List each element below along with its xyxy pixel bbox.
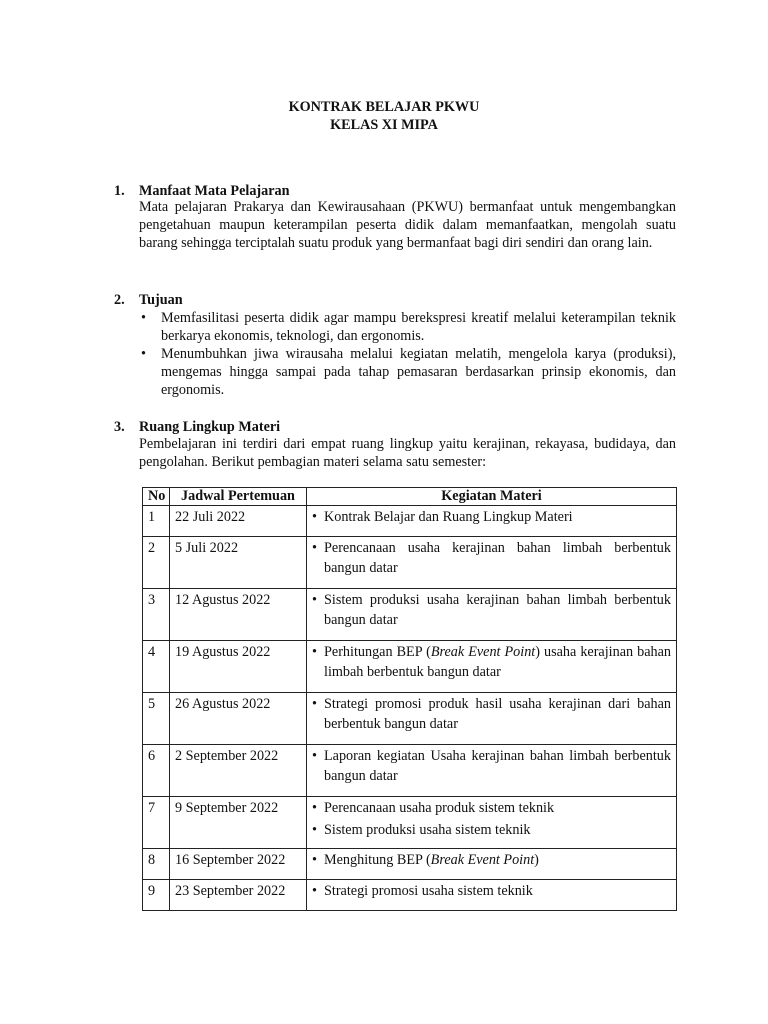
table-row [143, 641, 677, 693]
row-date: 19 Agustus 2022 [170, 641, 307, 693]
activity-text: Laporan kegiatan Usaha kerajinan bahan limbah berbentuk bangun datar [324, 748, 671, 784]
table-row [143, 849, 677, 880]
row-number: 6 [143, 745, 170, 797]
activity-item [312, 881, 671, 901]
activity-text: Strategi promosi usaha sistem teknik [324, 883, 533, 899]
row-number: 1 [143, 506, 170, 537]
section-2-bullet-text: Memfasilitasi peserta didik agar mampu berekspresi kreatif melalui keterampilan teknik berkarya ekonomis, teknologi, dan ergonomis. [161, 310, 676, 344]
row-date: 16 September 2022 [170, 849, 307, 880]
row-number: 2 [143, 537, 170, 589]
section-3-paragraph: Pembelajaran ini terdiri dari empat ruang lingkup yaitu kerajinan, rekayasa, budidaya, dan pengolahan. Berikut pembagian materi selama satu semester: [139, 436, 676, 470]
document-title: KONTRAK BELAJAR PKWU [288, 99, 480, 115]
row-activities [307, 745, 677, 797]
table-header-activity: Kegiatan Materi [307, 488, 677, 506]
row-activities [307, 880, 677, 911]
activity-text: Sistem produksi usaha kerajinan bahan limbah berbentuk bangun datar [324, 592, 671, 628]
section-1-paragraph: Mata pelajaran Prakarya dan Kewirausahaan (PKWU) bermanfaat untuk mengembangkan pengetahuan maupun keterampilan peserta didik dalam memanfaatkan, mengolah suatu barang sehingga terciptalah suatu produk yang bermanfaat bagi diri sendiri dan orang lain. [139, 199, 676, 251]
schedule-table [142, 487, 677, 911]
activity-text-post: ) [534, 852, 539, 868]
bullet-icon: • [312, 748, 317, 764]
table-header-no: No [143, 488, 170, 506]
activity-text-pre: Menghitung BEP ( [324, 852, 431, 868]
table-row [143, 745, 677, 797]
table-row [143, 693, 677, 745]
table-row [143, 589, 677, 641]
activity-item [312, 820, 671, 840]
row-activities [307, 506, 677, 537]
activity-item [312, 642, 671, 682]
row-activities [307, 589, 677, 641]
row-number: 3 [143, 589, 170, 641]
row-number: 4 [143, 641, 170, 693]
table-row [143, 880, 677, 911]
activity-item [312, 694, 671, 734]
activity-text-post: ) usaha kerajinan bahan limbah berbentuk bangun datar [324, 644, 671, 680]
section-2-bullet-text: Menumbuhkan jiwa wirausaha melalui kegiatan melatih, mengelola karya (produksi), mengemas hingga sampai pada tahap pemasaran berdasarkan prinsip ekonomis, dan ergonomis. [161, 346, 676, 398]
table-row [143, 537, 677, 589]
bullet-icon: • [312, 644, 317, 660]
bullet-icon: • [312, 883, 317, 899]
section-2-bullet-list [139, 309, 676, 399]
bullet-icon: • [312, 800, 317, 816]
activity-text: Perencanaan usaha produk sistem teknik [324, 800, 555, 816]
row-date: 2 September 2022 [170, 745, 307, 797]
section-2-number: 2. [114, 292, 125, 308]
row-date: 12 Agustus 2022 [170, 589, 307, 641]
activity-item [312, 850, 671, 870]
section-1-number: 1. [114, 183, 125, 199]
bullet-icon: • [312, 509, 317, 525]
bullet-icon: • [312, 696, 317, 712]
row-date: 22 Juli 2022 [170, 506, 307, 537]
activity-text: Strategi promosi produk hasil usaha kerajinan dari bahan berbentuk bangun datar [324, 696, 671, 732]
row-activities [307, 797, 677, 849]
activity-item [312, 746, 671, 786]
row-activities [307, 849, 677, 880]
row-date: 5 Juli 2022 [170, 537, 307, 589]
bullet-icon: • [312, 852, 317, 868]
section-3-heading: Ruang Lingkup Materi [139, 419, 281, 435]
activity-text-emphasis: Break Event Point [430, 644, 536, 660]
row-number: 8 [143, 849, 170, 880]
activity-text: Kontrak Belajar dan Ruang Lingkup Materi [324, 509, 573, 525]
row-number: 9 [143, 880, 170, 911]
row-date: 26 Agustus 2022 [170, 693, 307, 745]
bullet-icon: • [312, 540, 317, 556]
activity-text-emphasis: Break Event Point [430, 852, 535, 868]
activity-item [312, 798, 671, 818]
row-activities [307, 537, 677, 589]
section-2-bullet-item [139, 309, 676, 345]
table-header-date: Jadwal Pertemuan [170, 488, 307, 506]
bullet-icon: • [141, 346, 146, 362]
table-row [143, 506, 677, 537]
activity-text: Perencanaan usaha kerajinan bahan limbah berbentuk bangun datar [324, 540, 671, 576]
row-number: 7 [143, 797, 170, 849]
bullet-icon: • [312, 822, 317, 838]
row-date: 9 September 2022 [170, 797, 307, 849]
table-row [143, 797, 677, 849]
activity-item [312, 538, 671, 578]
document-subtitle: KELAS XI MIPA [330, 117, 438, 133]
section-2-heading: Tujuan [139, 292, 183, 308]
section-3-number: 3. [114, 419, 125, 435]
activity-text-pre: Perhitungan BEP ( [324, 644, 431, 660]
table-header-row [143, 488, 677, 506]
activity-item [312, 507, 671, 527]
section-2-bullet-item [139, 345, 676, 399]
activity-text: Sistem produksi usaha sistem teknik [324, 822, 531, 838]
bullet-icon: • [312, 592, 317, 608]
section-1-heading: Manfaat Mata Pelajaran [139, 183, 290, 199]
activity-item [312, 590, 671, 630]
row-activities [307, 641, 677, 693]
row-date: 23 September 2022 [170, 880, 307, 911]
bullet-icon: • [141, 310, 146, 326]
row-activities [307, 693, 677, 745]
row-number: 5 [143, 693, 170, 745]
